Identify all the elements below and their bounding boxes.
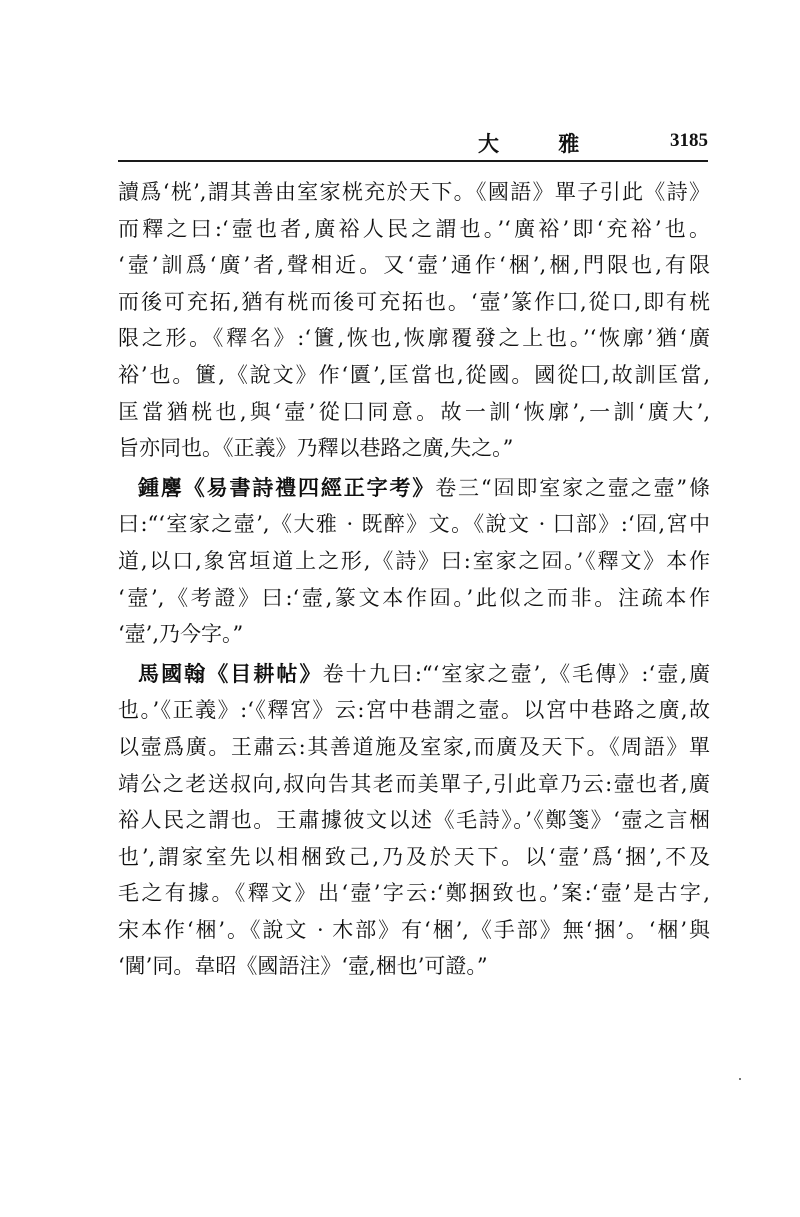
text-line: 毛之有據。《釋文》出‘壼’字云:‘鄭捆致也。’案:‘壼’是古字, [118,881,710,906]
cited-author: 鍾麐《易書詩禮四經正字考》 [138,475,436,500]
text-line: 旨亦同也。《正義》乃釋以巷路之廣,失之。” [118,436,514,461]
running-title: 大 雅 [478,131,606,156]
text-line: ‘壼’,《考證》曰:‘壼,篆文本作𡇈。’此似之而非。注疏本作 [118,585,710,610]
page-number: 3185 [670,130,708,151]
text-line: ‘閫’同。韋昭《國語注》‘壼,梱也’可證。” [118,954,488,979]
text-line: ‘壼’,乃今字。” [118,622,244,647]
page-header [118,122,708,162]
text-line: 靖公之老送叔向,叔向告其老而美單子,引此章乃云:壼也者,廣 [118,771,710,796]
line-text: 卷三“𡇈即室家之壼之壼”條 [435,475,710,500]
text-line [118,470,710,507]
body-text [118,174,710,985]
text-line: 而釋之曰:‘壼也者,廣裕人民之謂也。’‘廣裕’即‘充裕’也。 [118,216,710,241]
text-line: 限之形。《釋名》:‘籄,恢也,恢廓覆發之上也。’‘恢廓’猶‘廣 [118,326,710,351]
text-line: ‘壼’訓爲‘廣’者,聲相近。又‘壼’通作‘梱’,梱,門限也,有限 [118,253,710,278]
text-line: 讀爲‘桄’,謂其善由室家桄充於天下。《國語》單子引此《詩》 [118,180,710,204]
paragraph-2 [118,470,710,653]
text-line: 以壼爲廣。王肅云:其善道施及室家,而廣及天下。《周語》單 [118,734,710,759]
paragraph-3 [118,656,710,985]
text-line: 也’,謂家室先以相梱致己,乃及於天下。以‘壼’爲‘捆’,不及 [118,844,710,869]
line-text: 卷十九曰:“‘室家之壼’,《毛傳》:‘壼,廣 [322,661,710,686]
text-line: 曰:“‘室家之壼’,《大雅 · 既醉》文。《說文 · 囗部》:‘𡇈,宮中 [118,512,710,537]
text-line: 宋本作‘梱’。《說文 · 木部》有‘梱’,《手部》無‘捆’。‘梱’與 [118,917,710,942]
text-line: 也。’《正義》:‘《釋宮》云:宮中巷謂之壼。以宮中巷路之廣,故 [118,698,710,723]
text-line: 而後可充拓,猶有桄而後可充拓也。‘壼’篆作囗,從口,即有桄 [118,289,710,314]
paragraph-1 [118,174,710,467]
text-line: 匡當猶桄也,與‘壼’從囗同意。故一訓‘恢廓’,一訓‘廣大’, [118,399,710,424]
scan-speck [739,1078,741,1080]
text-line: 道,以口,象宮垣道上之形,《詩》曰:室家之𡇈。’《釋文》本作 [118,548,710,573]
cited-author: 馬國翰《目耕帖》 [138,661,323,686]
text-line: 裕’也。籄,《說文》作‘匵’,匡當也,從國。國從囗,故訓匡當, [118,362,710,387]
text-line: 裕人民之謂也。王肅據彼文以述《毛詩》。’《鄭箋》‘壼之言梱 [118,808,710,833]
text-line [118,656,710,693]
